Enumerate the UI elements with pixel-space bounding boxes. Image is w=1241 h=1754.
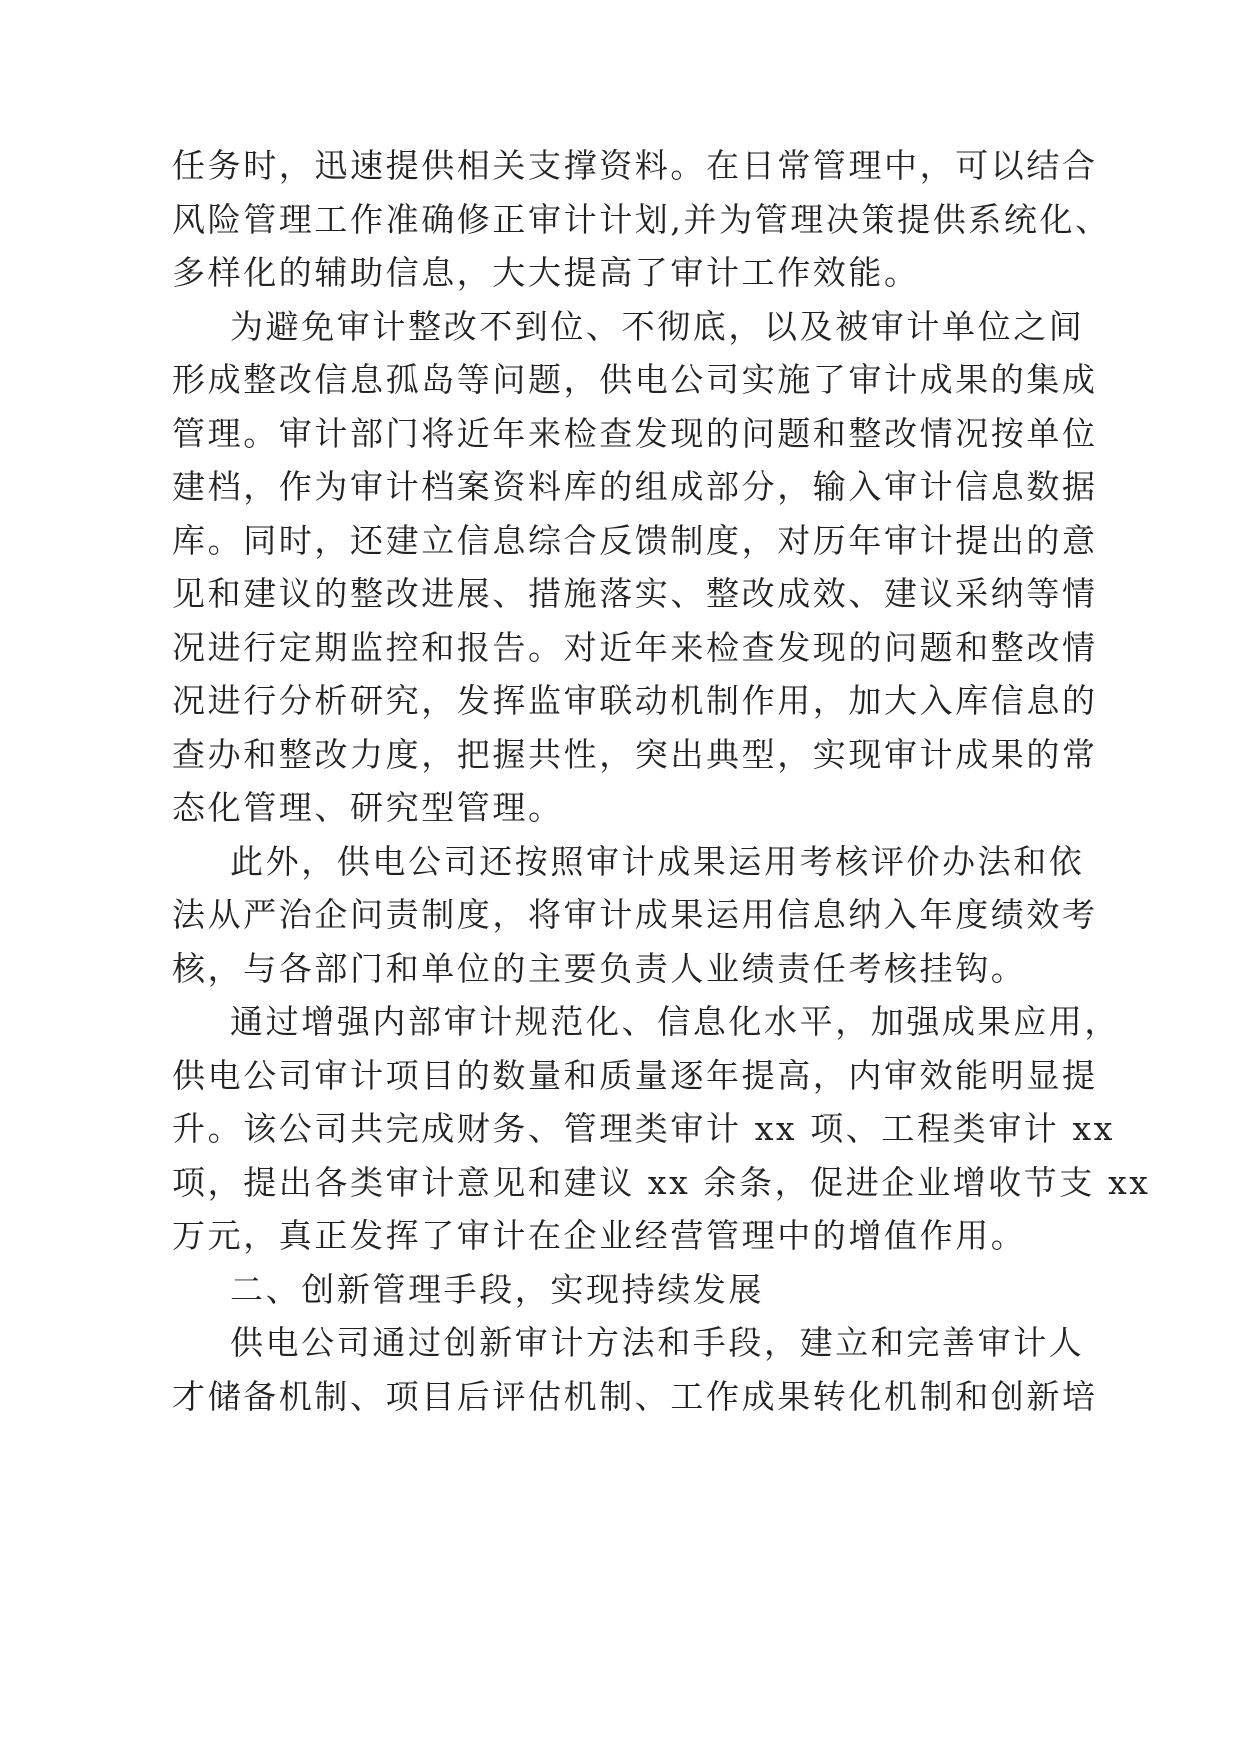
text-line: 态化管理、研究型管理。: [172, 788, 564, 827]
text-line: 多样化的辅助信息，大大提高了审计工作效能。: [172, 253, 920, 292]
text-line: 万元，真正发挥了审计在企业经营管理中的增值作用。: [172, 1216, 1027, 1255]
text-line: 库。同时，还建立信息综合反馈制度，对历年审计提出的意: [172, 521, 1098, 560]
paragraph-first-line: 供电公司通过创新审计方法和手段，建立和完善审计人: [230, 1323, 1085, 1362]
paragraph-first-line: 此外，供电公司还按照审计成果运用考核评价办法和依: [230, 842, 1085, 881]
text-line: 供电公司审计项目的数量和质量逐年提高，内审效能明显提: [172, 1056, 1098, 1095]
text-line: 升。该公司共完成财务、管理类审计 xx 项、工程类审计 xx: [172, 1109, 1115, 1148]
text-line: 建档，作为审计档案资料库的组成部分，输入审计信息数据: [172, 467, 1098, 506]
text-line: 形成整改信息孤岛等问题，供电公司实施了审计成果的集成: [172, 360, 1098, 399]
text-line: 核，与各部门和单位的主要负责人业绩责任考核挂钩。: [172, 949, 1027, 988]
paragraph-first-line: 通过增强内部审计规范化、信息化水平，加强成果应用，: [230, 1002, 1120, 1041]
text-line: 项，提出各类审计意见和建议 xx 余条，促进企业增收节支 xx: [172, 1163, 1151, 1202]
text-line: 查办和整改力度，把握共性，突出典型，实现审计成果的常: [172, 735, 1098, 774]
text-line: 才储备机制、项目后评估机制、工作成果转化机制和创新培: [172, 1377, 1098, 1416]
text-line: 况进行分析研究，发挥监审联动机制作用，加大入库信息的: [172, 681, 1098, 720]
text-line: 任务时，迅速提供相关支撑资料。在日常管理中，可以结合: [172, 146, 1098, 185]
text-line: 况进行定期监控和报告。对近年来检查发现的问题和整改情: [172, 628, 1098, 667]
text-line: 法从严治企问责制度，将审计成果运用信息纳入年度绩效考: [172, 895, 1098, 934]
text-line: 见和建议的整改进展、措施落实、整改成效、建议采纳等情: [172, 574, 1098, 613]
paragraph-first-line: 为避免审计整改不到位、不彻底，以及被审计单位之间: [230, 307, 1085, 346]
text-line: 风险管理工作准确修正审计计划,并为管理决策提供系统化、: [172, 200, 1111, 239]
section-heading: 二、创新管理手段，实现持续发展: [230, 1270, 764, 1309]
text-line: 管理。审计部门将近年来检查发现的问题和整改情况按单位: [172, 414, 1098, 453]
